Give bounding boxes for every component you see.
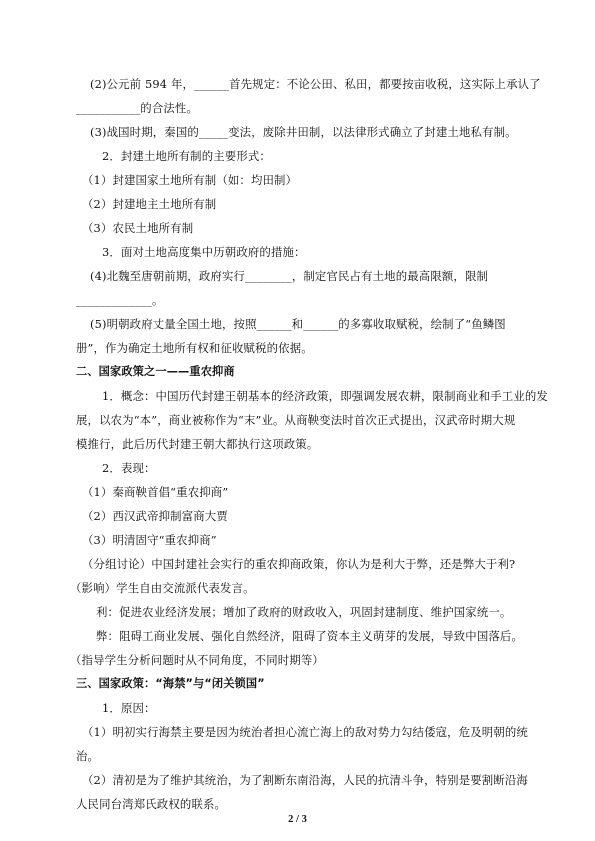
text-line: 2．封建土地所有制的主要形式： (102, 149, 271, 163)
list-item: （2）封建地主土地所有制 (82, 197, 217, 211)
text-line: _____________。 (76, 293, 164, 307)
list-item: （1）秦商鞅首倡“重农抑商” (82, 485, 229, 499)
text-line: 1．原因： (102, 701, 156, 715)
text-line: 人民同台湾郑氏政权的联系。 (76, 797, 227, 811)
text-line: 1．概念：中国历代封建王朝基本的经济政策，即强调发展农耕，限制商业和手工业的发 (102, 389, 548, 403)
text-line: （指导学生分析问题时从不同角度，不同时期等） (70, 653, 324, 667)
text-line: (4)北魏至唐朝前期，政府实行________，制定官民占有土地的最高限额，限制 (90, 269, 489, 283)
text-line: 模推行，此后历代封建王朝大都执行这项政策。 (76, 437, 319, 451)
list-item: （3）农民土地所有制 (82, 221, 194, 235)
text-line: （分组讨论）中国封建社会实行的重农抑商政策，你认为是利大于弊，还是弊大于利? (82, 557, 516, 571)
text-line: 2．表现： (102, 461, 156, 475)
text-line: 展，以农为“本”，商业被称作为“末”业。从商鞅变法时首次正式提出，汉武帝时期大规 (76, 413, 516, 427)
text-line: 利：促进农业经济发展；增加了政府的财政收入，巩固封建制度、维护国家统一。 (96, 605, 512, 619)
text-line: 3．面对土地高度集中历朝政府的措施： (102, 245, 306, 259)
text-line: 治。 (76, 749, 100, 763)
list-item: （3）明清固守“重农抑商” (82, 533, 217, 547)
list-item: （2）西汉武帝抑制富商大贾 (82, 509, 228, 523)
section-heading: 二、国家政策之一——重农抑商 (76, 365, 235, 378)
list-item: （2）清初是为了维护其统治，为了割断东南沿海，人民的抗清斗争，特别是要割断沿海 (82, 773, 528, 787)
text-line: (5)明朝政府丈量全国土地，按照______和______的多寡收取赋税，绘制了“鱼鳞图 (90, 317, 506, 331)
text-line: (3)战国时期，秦国的_____变法，废除井田制，以法律形式确立了封建土地私有制。 (90, 125, 517, 139)
page-number: 2 / 3 (288, 814, 307, 825)
text-line: （影响）学生自由交流派代表发言。 (70, 581, 255, 595)
text-line: ___________的合法性。 (76, 101, 199, 115)
list-item: （1）封建国家土地所有制（如：均田制） (82, 173, 298, 187)
text-line: 册”，作为确定土地所有权和征收赋税的依据。 (76, 341, 313, 355)
list-item: （1）明初实行海禁主要是因为统治者担心流亡海上的敌对势力勾结倭寇，危及明朝的统 (82, 725, 528, 739)
text-line: 弊：阻碍工商业发展、强化自然经济，阻碍了资本主义萌芽的发展，导致中国落后。 (96, 629, 524, 643)
section-heading: 三、国家政策：“海禁”与“闭关锁国” (76, 677, 265, 690)
text-line: (2)公元前 594 年，______首先规定：不论公田、私田，都要按亩收税，这实际上承认了 (90, 77, 541, 91)
